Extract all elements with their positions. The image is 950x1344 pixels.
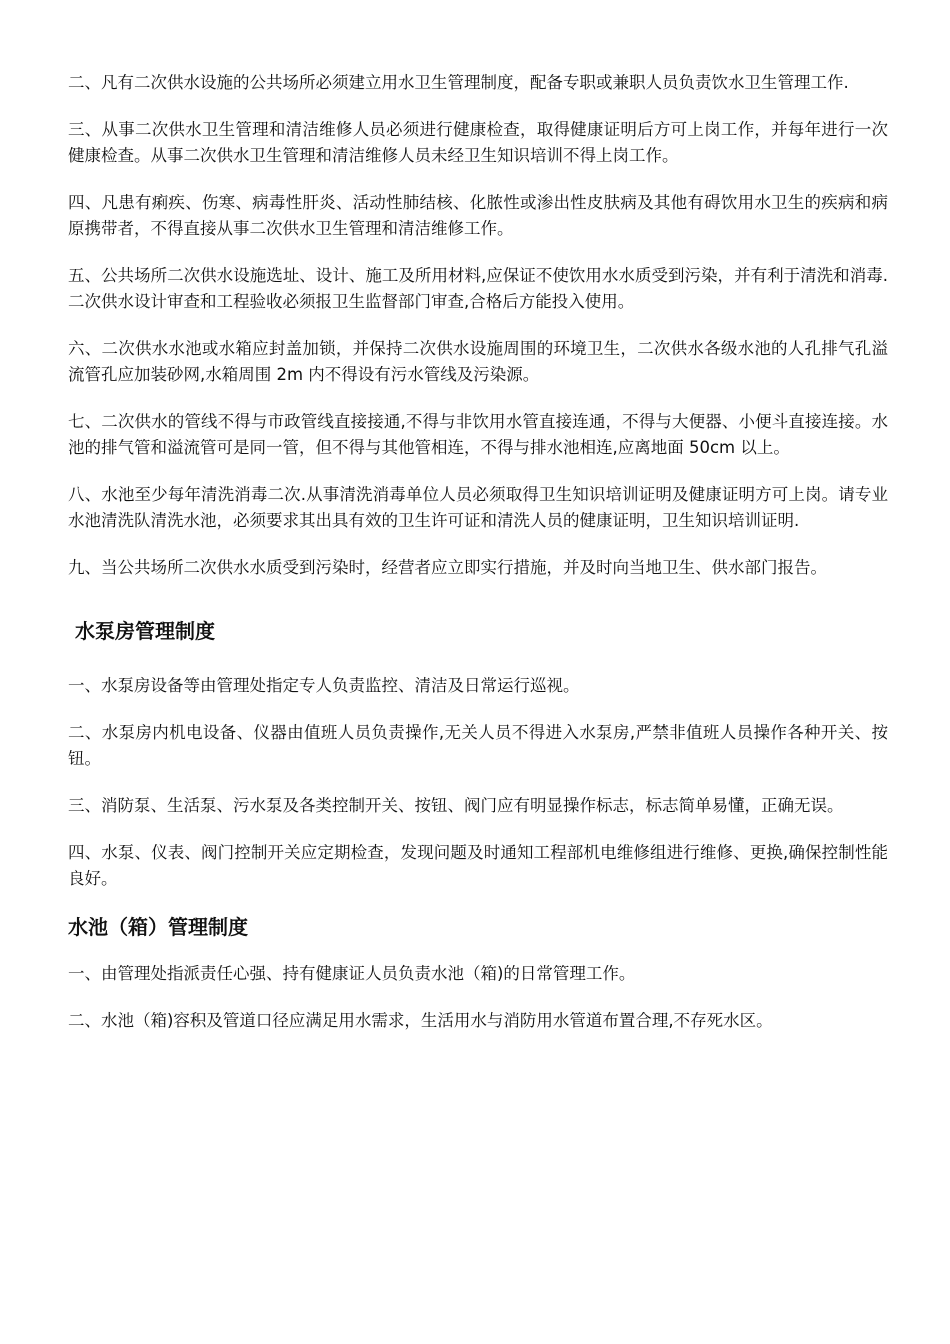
paragraph-9: 九、当公共场所二次供水水质受到污染时，经营者应立即实行措施，并及时向当地卫生、供水部门报告。 xyxy=(68,558,827,577)
paragraph-6: 六、二次供水水池或水箱应封盖加锁，并保持二次供水设施周围的环境卫生，二次供水各级水池的人孔排气孔溢流管孔应加装砂网,水箱周围 2m 内不得设有污水管线及污染源。 xyxy=(68,339,888,384)
paragraph-5: 五、公共场所二次供水设施选址、设计、施工及所用材料,应保证不使饮用水水质受到污染，并有利于清洗和消毒.二次供水设计审查和工程验收必须报卫生监督部门审查,合格后方能投入使用。 xyxy=(68,266,888,311)
water-tank-paragraph-1: 一、由管理处指派责任心强、持有健康证人员负责水池（箱)的日常管理工作。 xyxy=(68,964,636,983)
pump-room-paragraph-4: 四、水泵、仪表、阀门控制开关应定期检查，发现问题及时通知工程部机电维修组进行维修、更换,确保控制性能良好。 xyxy=(68,843,888,888)
water-tank-heading: 水池（箱）管理制度 xyxy=(68,915,248,939)
paragraph-7: 七、二次供水的管线不得与市政管线直接接通,不得与非饮用水管直接连通，不得与大便器、小便斗直接连接。水池的排气管和溢流管可是同一管，但不得与其他管相连，不得与排水池相连,应离地面 50cm 以上。 xyxy=(68,412,888,457)
water-tank-paragraph-2: 二、水池（箱)容积及管道口径应满足用水需求，生活用水与消防用水管道布置合理,不存死水区。 xyxy=(68,1011,773,1030)
paragraph-2: 二、凡有二次供水设施的公共场所必须建立用水卫生管理制度，配备专职或兼职人员负责饮水卫生管理工作. xyxy=(68,73,849,92)
pump-room-paragraph-1: 一、水泵房设备等由管理处指定专人负责监控、清洁及日常运行巡视。 xyxy=(68,676,580,695)
pump-room-heading: 水泵房管理制度 xyxy=(75,619,215,643)
paragraph-4: 四、凡患有痢疾、伤寒、病毒性肝炎、活动性肺结核、化脓性或渗出性皮肤病及其他有碍饮用水卫生的疾病和病原携带者，不得直接从事二次供水卫生管理和清洁维修工作。 xyxy=(68,193,888,238)
pump-room-paragraph-2: 二、水泵房内机电设备、仪器由值班人员负责操作,无关人员不得进入水泵房,严禁非值班人员操作各种开关、按钮。 xyxy=(68,723,888,768)
pump-room-paragraph-3: 三、消防泵、生活泵、污水泵及各类控制开关、按钮、阀门应有明显操作标志，标志简单易懂，正确无误。 xyxy=(68,796,844,815)
document-page xyxy=(68,70,888,1055)
paragraph-8: 八、水池至少每年清洗消毒二次.从事清洗消毒单位人员必须取得卫生知识培训证明及健康证明方可上岗。请专业水池清洗队清洗水池，必须要求其出具有效的卫生许可证和清洗人员的健康证明，卫生知识培训证明. xyxy=(68,485,888,530)
paragraph-3: 三、从事二次供水卫生管理和清洁维修人员必须进行健康检查，取得健康证明后方可上岗工作，并每年进行一次健康检查。从事二次供水卫生管理和清洁维修人员未经卫生知识培训不得上岗工作。 xyxy=(68,120,888,165)
